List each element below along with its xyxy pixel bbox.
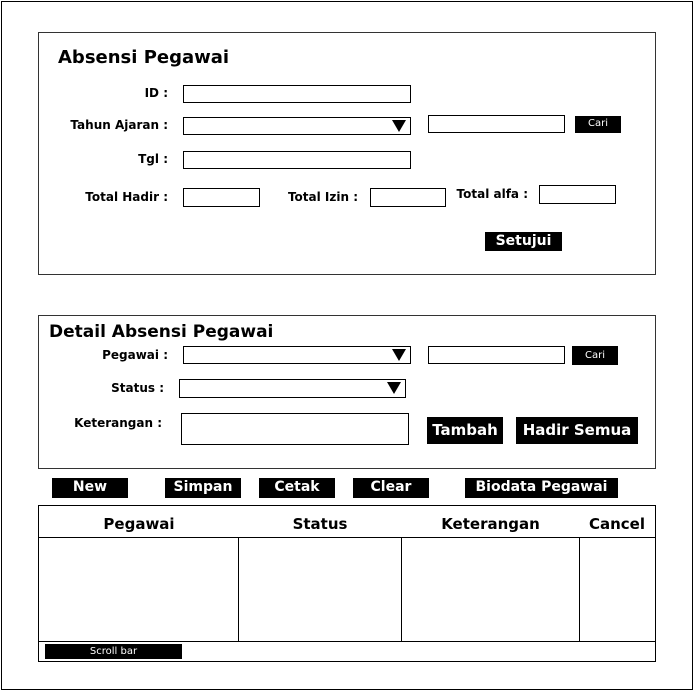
tgl-label: Tgl : [138, 152, 168, 166]
hadir-semua-button[interactable]: Hadir Semua [516, 417, 638, 444]
header-divider [38, 537, 656, 538]
total-hadir-input[interactable] [183, 188, 260, 207]
chevron-down-icon[interactable] [392, 120, 406, 132]
column-header-status[interactable]: Status [292, 515, 348, 533]
absensi-cari-button[interactable]: Cari [575, 116, 621, 133]
keterangan-input[interactable] [181, 413, 409, 445]
pegawai-label: Pegawai : [102, 348, 168, 362]
status-select[interactable] [179, 379, 406, 398]
total-alfa-label: Total alfa : [456, 187, 528, 201]
id-input[interactable] [183, 85, 411, 103]
column-divider [401, 537, 402, 641]
tahun-ajaran-select[interactable] [183, 117, 411, 135]
scroll-divider [38, 641, 656, 642]
setujui-button[interactable]: Setujui [485, 232, 562, 251]
horizontal-scrollbar[interactable]: Scroll bar [45, 644, 182, 659]
column-divider [579, 537, 580, 641]
new-button[interactable]: New [52, 478, 128, 498]
detail-search-input[interactable] [428, 346, 565, 364]
tambah-button[interactable]: Tambah [427, 417, 503, 444]
detail-cari-button[interactable]: Cari [572, 346, 618, 365]
column-header-cancel[interactable]: Cancel [588, 515, 645, 533]
status-label: Status : [111, 381, 164, 395]
total-alfa-input[interactable] [539, 185, 616, 204]
column-divider [238, 537, 239, 641]
total-hadir-label: Total Hadir : [85, 190, 168, 204]
pegawai-select[interactable] [183, 346, 411, 364]
simpan-button[interactable]: Simpan [165, 478, 241, 498]
absensi-title: Absensi Pegawai [58, 47, 230, 68]
chevron-down-icon[interactable] [387, 382, 401, 394]
absensi-search-input[interactable] [428, 115, 565, 133]
cetak-button[interactable]: Cetak [259, 478, 335, 498]
column-header-keterangan[interactable]: Keterangan [441, 515, 540, 533]
column-header-pegawai[interactable]: Pegawai [103, 515, 175, 533]
total-izin-label: Total Izin : [287, 190, 358, 204]
keterangan-label: Keterangan : [74, 416, 162, 430]
clear-button[interactable]: Clear [353, 478, 429, 498]
chevron-down-icon[interactable] [392, 349, 406, 361]
total-izin-input[interactable] [370, 188, 446, 207]
tgl-input[interactable] [183, 151, 411, 169]
id-label: ID : [144, 86, 168, 100]
detail-title: Detail Absensi Pegawai [49, 322, 274, 342]
tahun-ajaran-label: Tahun Ajaran : [70, 118, 168, 132]
biodata-pegawai-button[interactable]: Biodata Pegawai [465, 478, 618, 498]
